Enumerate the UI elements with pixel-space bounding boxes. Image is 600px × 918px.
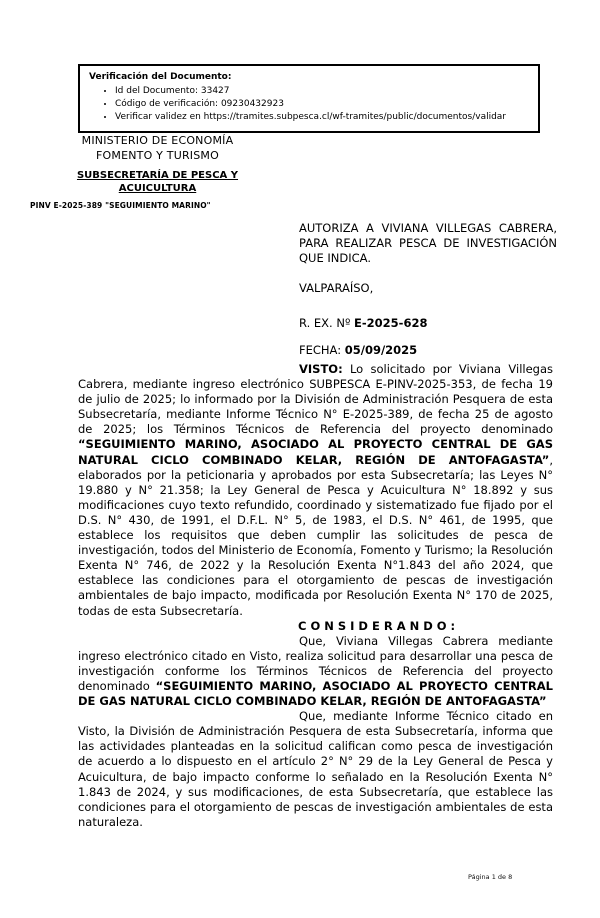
- subsecretariat-name: [30, 169, 285, 195]
- ministry-name: [30, 133, 285, 163]
- subsecretariat-name-line1: SUBSECRETARÍA DE PESCA Y: [76, 170, 239, 181]
- visto-outro-text: , elaborados por la peticionaria y aprobados por esta Subsecretaría; las Leyes N° 19.880 y N° 21.358; la Ley General de Pesca y Acuicultura N° 18.892 y sus modificaciones cuyo texto refundido, coordinado y sistematizado fue fijado por el D.S. N° 430, de 1991, el D.F.L. N° 5, de 1983, el D.S. N° 461, de 1995, que establece los requisitos que deben cumplir las solicitudes de pesca de investigación, todos del Ministerio de Economía, Fomento y Turismo; la Resolución Exenta N° 746, de 2022 y la Resolución Exenta N°1.843 del año 2024, que establece las condiciones para el otorgamiento de pescas de investigación ambientales de bajo impacto, modificada por Resolución Exenta N° 170 de 2025, todas de esta Subsecretaría.: [78, 452, 553, 618]
- resolution-date-value: 05/09/2025: [344, 343, 418, 357]
- visto-paragraph: [78, 362, 553, 619]
- visto-intro-text: Lo solicitado por Viviana Villegas Cabrera, mediante ingreso electrónico SUBPESCA E-PINV-2025-353, de fecha 19 de julio de 2025; lo informado por la División de Administración Pesquera de esta Subsecretaría, mediante Informe Técnico N° E-2025-389, de fecha 25 de agosto de 2025; los Términos Técnicos de Referencia del proyecto denominado: [78, 362, 553, 437]
- verification-item-code: • Código de verificación: 09230432923: [115, 98, 534, 111]
- resolution-number-value: E-2025-628: [354, 316, 428, 330]
- verification-box: [78, 64, 540, 133]
- considerando-paragraph-1: [78, 634, 553, 709]
- resolution-date-line: [299, 343, 417, 357]
- considerando-paragraph-2: Que, mediante Informe Técnico citado en Visto, la División de Administración Pesquera de esta Subsecretaría, informa que las actividades planteadas en la solicitud califican como pesca de investigación de acuerdo a lo dispuesto en el artículo 2° N° 29 de la Ley General de Pesca y Acuicultura, de bajo impacto conforme lo señalado en la Resolución Exenta N° 1.843 de 2024, y sus modificaciones, de esta Subsecretaría, que establece las condiciones para el otorgamiento de pescas de investigación ambientales de esta naturaleza.: [78, 709, 553, 829]
- considerando-p1-project-name: “SEGUIMIENTO MARINO, ASOCIADO AL PROYECTO CENTRAL DE GAS NATURAL CICLO COMBINADO KELAR, REGIÓN DE ANTOFAGASTA”: [78, 678, 553, 709]
- considerando-heading: C O N S I D E R A N D O :: [298, 618, 456, 633]
- verification-item-url: • Verificar validez en https://tramites.subpesca.cl/wf-tramites/public/documentos/validar: [115, 111, 534, 124]
- document-body: [78, 362, 553, 830]
- visto-project-name: “SEGUIMIENTO MARINO, ASOCIADO AL PROYECTO CENTRAL DE GAS NATURAL CICLO COMBINADO KELAR, REGIÓN DE ANTOFAGASTA”: [78, 437, 553, 467]
- ministry-name-line1: MINISTERIO DE ECONOMÍA: [81, 134, 234, 147]
- resolution-subject: AUTORIZA A VIVIANA VILLEGAS CABRERA, PARA REALIZAR PESCA DE INVESTIGACIÓN QUE INDICA.: [299, 221, 557, 265]
- verification-title: Verificación del Documento:: [89, 72, 232, 82]
- resolution-number-line: [299, 316, 427, 330]
- city-line: VALPARAÍSO,: [299, 281, 374, 295]
- subsecretariat-name-line2: ACUICULTURA: [118, 183, 197, 194]
- project-reference: PINV E-2025-389 "SEGUIMIENTO MARINO": [30, 201, 211, 210]
- resolution-number-label: R. EX. Nº: [299, 316, 355, 330]
- verification-item-document-id: • Id del Documento: 33427: [115, 85, 534, 98]
- letterhead: [30, 133, 285, 210]
- considerando-p1-intro: Que, Viviana Villegas Cabrera mediante ingreso electrónico citado en Visto, realiza solicitud para desarrollar una pesca de investigación conforme los Términos Técnicos de Referencia del proyecto denominado: [78, 633, 553, 693]
- resolution-date-label: FECHA:: [299, 343, 345, 357]
- visto-label: VISTO:: [299, 362, 343, 376]
- page-number-indicator: Página 1 de 8: [468, 873, 513, 881]
- verification-list: [89, 85, 534, 124]
- ministry-name-line2: FOMENTO Y TURISMO: [96, 149, 219, 162]
